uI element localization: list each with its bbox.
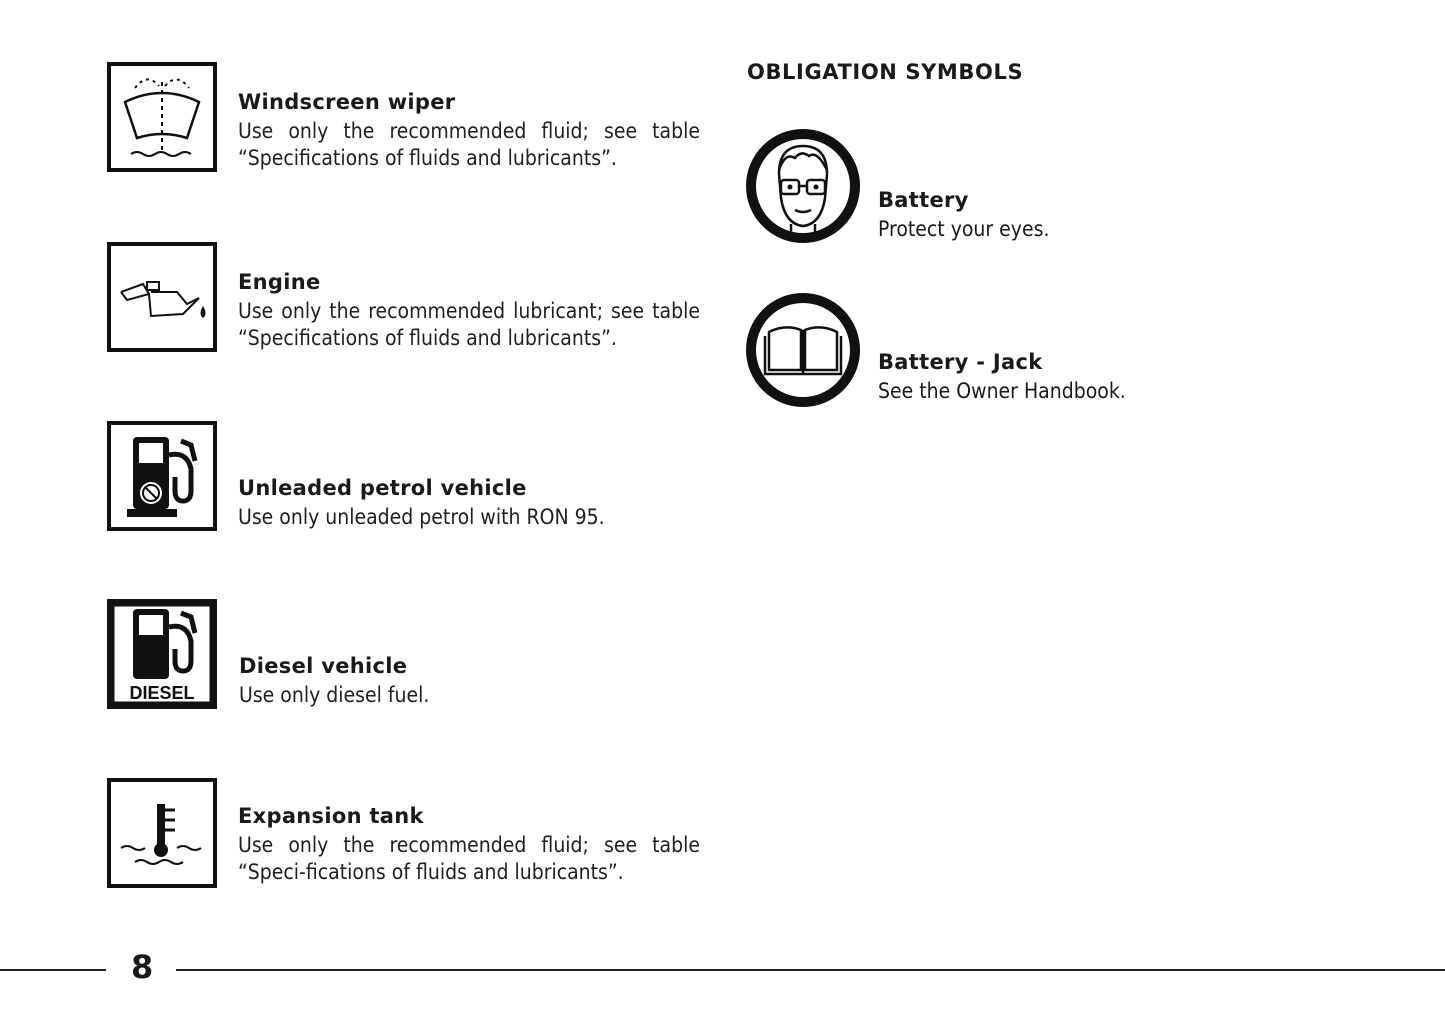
symbol-description: Use only the recommended fluid; see table “Specifications of fluids and lubricants”. [238,119,700,170]
windscreen-wiper-icon [107,62,217,172]
obligation-title: Battery [878,188,969,212]
eye-protection-icon [745,128,861,244]
obligation-heading: OBLIGATION SYMBOLS [747,60,1024,84]
symbol-title: Engine [238,270,321,294]
symbol-title: Unleaded petrol vehicle [238,476,527,500]
footer-rule-right [176,969,1445,971]
coolant-temperature-icon [107,778,217,888]
symbol-description: Use only the recommended lubricant; see table “Specifications of fluids and lubricants”. [238,299,700,350]
unleaded-fuel-pump-icon [107,421,217,531]
page-number: 8 [131,948,154,986]
obligation-description: Protect your eyes. [878,217,1050,241]
obligation-title: Battery - Jack [878,350,1043,374]
symbol-description: Use only the recommended fluid; see table “Speci-fications of fluids and lubricants”. [238,833,700,884]
diesel-fuel-pump-icon [107,599,217,709]
engine-oil-icon [107,242,217,352]
footer-rule-left [0,969,106,971]
obligation-description: See the Owner Handbook. [878,379,1126,403]
diesel-icon-label: DIESEL [129,683,195,703]
symbol-title: Diesel vehicle [239,654,408,678]
symbol-title: Windscreen wiper [238,90,456,114]
handbook-icon [745,292,861,408]
symbol-description: Use only diesel fuel. [239,683,430,707]
symbol-title: Expansion tank [238,804,424,828]
symbol-description: Use only unleaded petrol with RON 95. [238,505,605,529]
